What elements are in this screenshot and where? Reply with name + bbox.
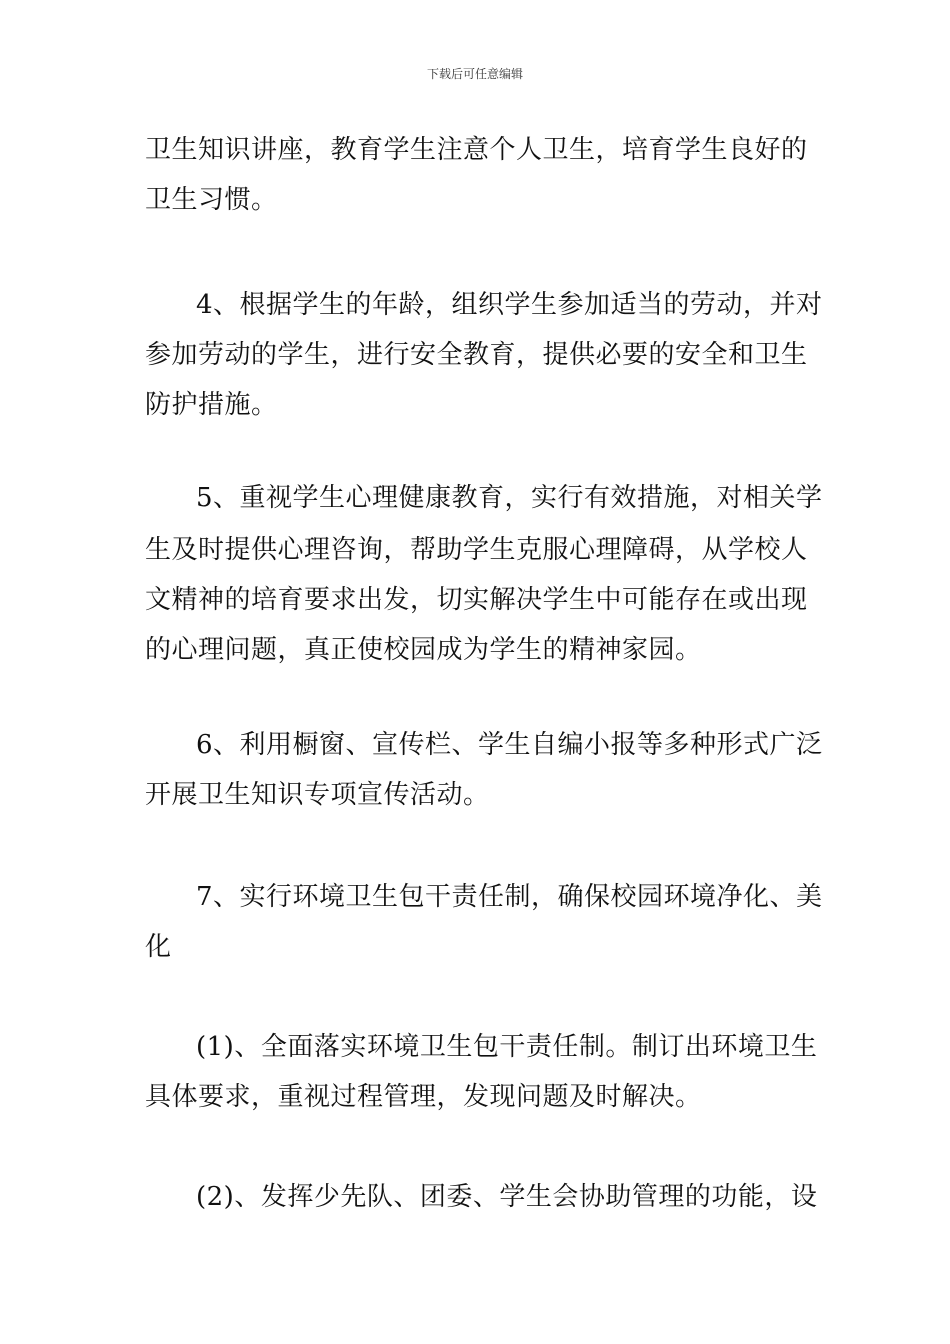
paragraph-1-line-2: 卫生习惯。 xyxy=(145,185,278,215)
paragraph-1-line-1: 卫生知识讲座，教育学生注意个人卫生，培育学生良好的 xyxy=(145,135,808,165)
paragraph-6-line-1: (1)、全面落实环境卫生包干责任制。制订出环境卫生 xyxy=(196,1032,818,1062)
paragraph-6-line-2: 具体要求，重视过程管理，发现问题及时解决。 xyxy=(145,1082,702,1112)
paragraph-4-line-2: 开展卫生知识专项宣传活动。 xyxy=(145,780,490,810)
paragraph-3-line-1: 5、重视学生心理健康教育，实行有效措施，对相关学 xyxy=(196,483,823,513)
page-header: 下载后可任意编辑 xyxy=(426,67,523,81)
paragraph-2-line-3: 防护措施。 xyxy=(145,390,278,420)
paragraph-2-line-1: 4、根据学生的年龄，组织学生参加适当的劳动，并对 xyxy=(196,290,823,320)
paragraph-5-line-1: 7、实行环境卫生包干责任制，确保校园环境净化、美 xyxy=(196,882,823,912)
paragraph-2-line-2: 参加劳动的学生，进行安全教育，提供必要的安全和卫生 xyxy=(145,340,808,370)
paragraph-4-line-1: 6、利用橱窗、宣传栏、学生自编小报等多种形式广泛 xyxy=(196,730,823,760)
paragraph-7-line-1: (2)、发挥少先队、团委、学生会协助管理的功能，设 xyxy=(196,1182,818,1212)
paragraph-3-line-4: 的心理问题，真正使校园成为学生的精神家园。 xyxy=(145,635,702,665)
paragraph-5-line-2: 化 xyxy=(145,932,172,962)
paragraph-3-line-2: 生及时提供心理咨询，帮助学生克服心理障碍，从学校人 xyxy=(145,535,808,565)
paragraph-3-line-3: 文精神的培育要求出发，切实解决学生中可能存在或出现 xyxy=(145,585,808,615)
